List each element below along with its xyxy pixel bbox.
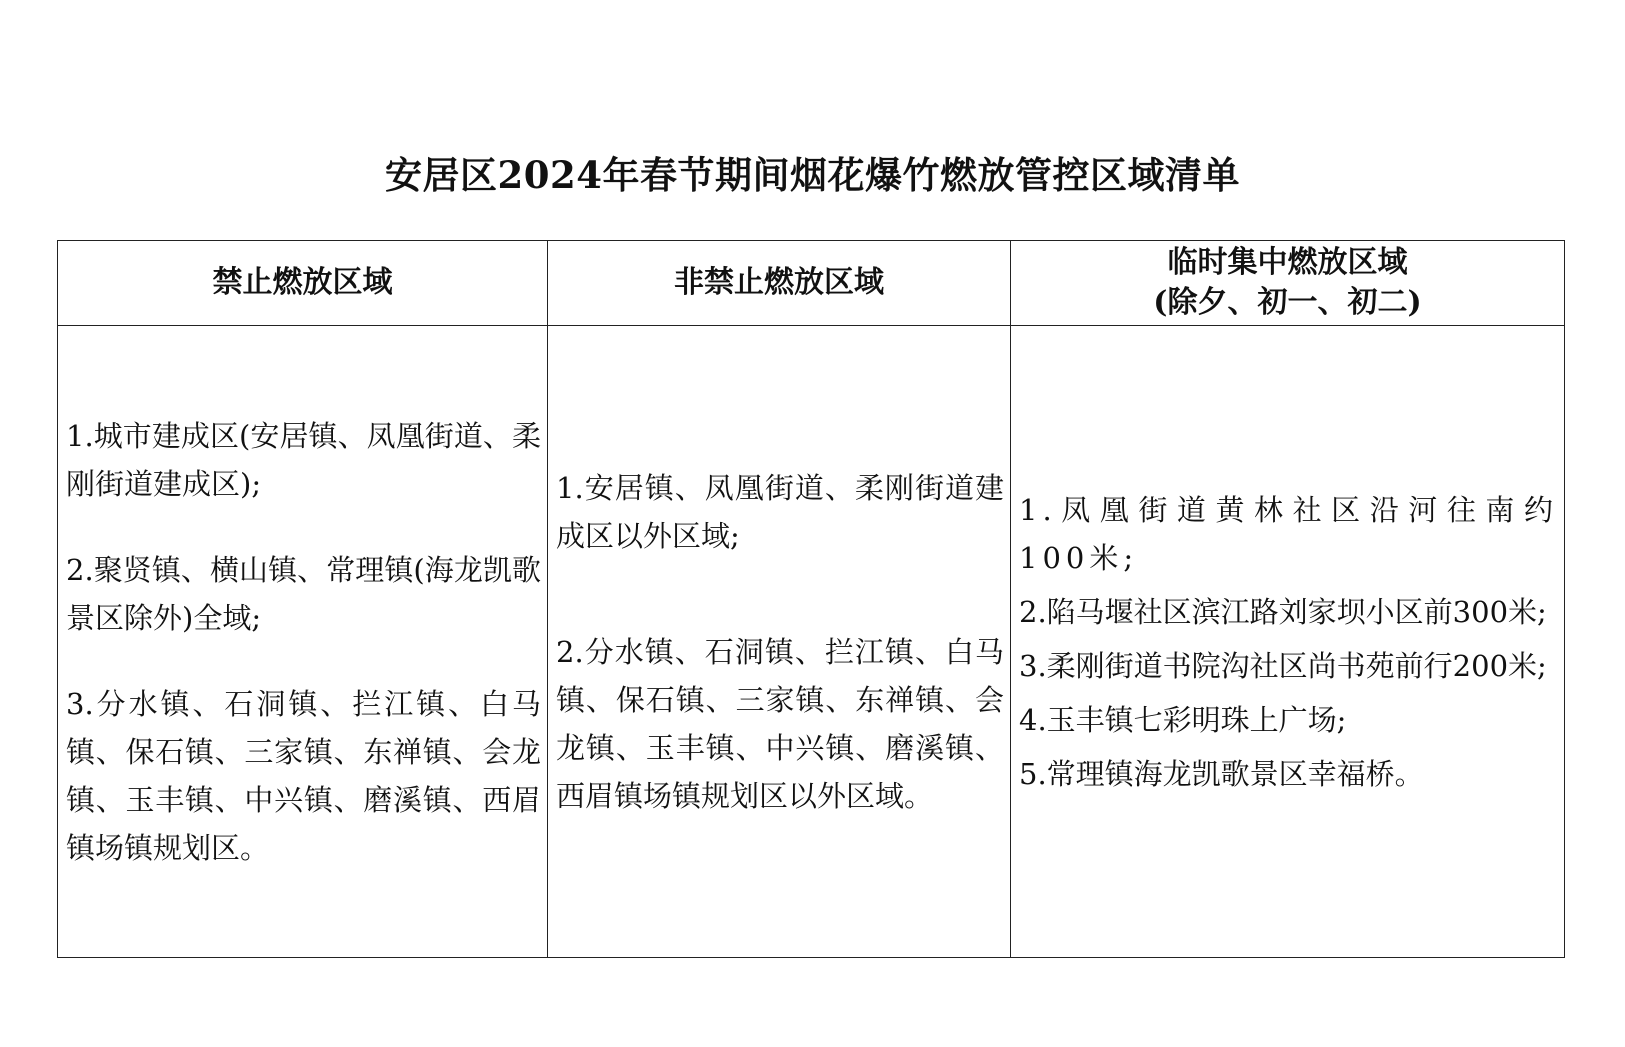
temporary-item-4: 4.玉丰镇七彩明珠上广场; [1019, 702, 1347, 737]
control-zones-table [57, 240, 1565, 958]
prohibited-item-2: 2.聚贤镇、横山镇、常理镇(海龙凯歌景区除外)全域; [66, 552, 541, 635]
temporary-item-3: 3.柔刚街道书院沟社区尚书苑前行200米; [1019, 648, 1547, 683]
document-title: 安居区2024年春节期间烟花爆竹燃放管控区域清单 [385, 153, 1240, 197]
prohibited-item-1: 1.城市建成区(安居镇、凤凰街道、柔刚街道建成区); [66, 418, 541, 501]
temporary-item-5: 5.常理镇海龙凯歌景区幸福桥。 [1019, 756, 1424, 791]
temporary-zone-cell [1011, 326, 1565, 958]
header-row [58, 241, 1565, 326]
temporary-item-2: 2.陷马堰社区滨江路刘家坝小区前300米; [1019, 594, 1547, 629]
table-body [58, 326, 1565, 958]
header-prohibited-zone: 禁止燃放区域 [58, 241, 548, 326]
prohibited-zone-cell [58, 326, 548, 958]
non-prohibited-item-1: 1.安居镇、凤凰街道、柔刚街道建成区以外区域; [556, 470, 1004, 553]
header-non-prohibited-zone: 非禁止燃放区域 [548, 241, 1011, 326]
header-temporary-zone-title: 临时集中燃放区域 [1167, 245, 1408, 280]
header-temporary-zone [1011, 241, 1565, 326]
temporary-item-1: 1.凤凰街道黄林社区沿河往南约100米; [1019, 492, 1558, 575]
non-prohibited-zone-cell [548, 326, 1011, 958]
table-header [58, 241, 1565, 326]
table-row [58, 326, 1565, 958]
prohibited-item-3: 3.分水镇、石洞镇、拦江镇、白马镇、保石镇、三家镇、东禅镇、会龙镇、玉丰镇、中兴镇、磨溪镇、西眉镇场镇规划区。 [66, 686, 541, 865]
header-temporary-zone-dates: (除夕、初一、初二) [1153, 285, 1422, 320]
non-prohibited-item-2: 2.分水镇、石洞镇、拦江镇、白马镇、保石镇、三家镇、东禅镇、会龙镇、玉丰镇、中兴镇、磨溪镇、西眉镇场镇规划区以外区域。 [556, 634, 1004, 813]
